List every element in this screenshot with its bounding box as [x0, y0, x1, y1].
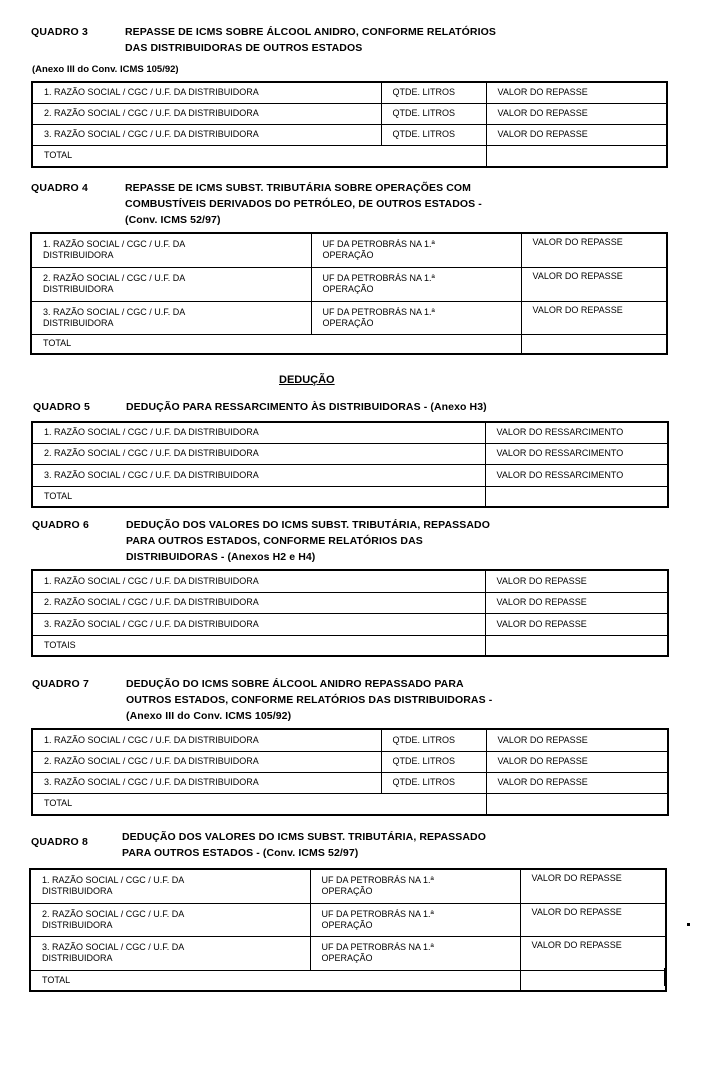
cell-total-label: TOTAL — [30, 970, 520, 991]
quadro-4-label: QUADRO 4 — [31, 182, 89, 194]
cell-total-value[interactable] — [486, 145, 667, 167]
quadro-3-table — [31, 81, 668, 168]
scan-line-mark — [664, 968, 665, 986]
cell-qtde-litros[interactable]: QTDE. LITROS — [381, 751, 486, 772]
cell-distribuidora[interactable]: 1. RAZÃO SOCIAL / CGC / U.F. DA DISTRIBUIDORA — [32, 729, 381, 751]
cell-uf-petrobras[interactable] — [311, 233, 521, 267]
table-row — [32, 772, 668, 793]
table-row — [32, 103, 667, 124]
quadro-7-title-line: DEDUÇÃO DO ICMS SOBRE ÁLCOOL ANIDRO REPASSADO PARA — [126, 678, 464, 690]
quadro-3-note: (Anexo III do Conv. ICMS 105/92) — [32, 64, 179, 75]
quadro-8-label: QUADRO 8 — [31, 836, 89, 848]
table-row — [32, 124, 667, 145]
cell-valor-repasse[interactable]: VALOR DO REPASSE — [486, 729, 668, 751]
cell-line: DISTRIBUIDORA — [42, 919, 113, 930]
cell-distribuidora[interactable] — [30, 903, 310, 936]
cell-valor-repasse[interactable]: VALOR DO REPASSE — [486, 124, 667, 145]
cell-distribuidora[interactable] — [30, 869, 310, 903]
quadro-5-label: QUADRO 5 — [33, 401, 91, 413]
cell-distribuidora[interactable] — [30, 936, 310, 970]
cell-line: 2. RAZÃO SOCIAL / CGC / U.F. DA — [42, 908, 185, 919]
cell-valor-ressarcimento[interactable]: VALOR DO RESSARCIMENTO — [485, 443, 668, 464]
cell-qtde-litros[interactable]: QTDE. LITROS — [381, 124, 486, 145]
cell-valor-repasse[interactable]: VALOR DO REPASSE — [520, 936, 666, 970]
cell-line: UF DA PETROBRÁS NA 1.ª — [321, 942, 434, 952]
quadro-7-title-line: (Anexo III do Conv. ICMS 105/92) — [126, 710, 292, 722]
cell-line: 1. RAZÃO SOCIAL / CGC / U.F. DA — [43, 239, 186, 250]
cell-line: OPERAÇÃO — [321, 953, 373, 963]
cell-line: 2. RAZÃO SOCIAL / CGC / U.F. DA — [43, 273, 186, 283]
table-row-total — [32, 793, 668, 815]
quadro-3-title — [125, 24, 496, 56]
cell-distribuidora[interactable]: 3. RAZÃO SOCIAL / CGC / U.F. DA DISTRIBUIDORA — [32, 124, 381, 145]
quadro-4-title-line: COMBUSTÍVEIS DERIVADOS DO PETRÓLEO, DE OUTROS ESTADOS - — [125, 198, 482, 210]
table-row-total — [32, 145, 667, 167]
cell-total-value[interactable] — [520, 970, 666, 991]
cell-distribuidora[interactable]: 1. RAZÃO SOCIAL / CGC / U.F. DA DISTRIBUIDORA — [32, 422, 485, 443]
cell-line: OPERAÇÃO — [322, 284, 374, 294]
cell-line: OPERAÇÃO — [321, 886, 373, 897]
quadro-4-title-line: (Conv. ICMS 52/97) — [125, 214, 221, 226]
cell-total-label: TOTAIS — [32, 635, 485, 656]
cell-valor-repasse[interactable]: VALOR DO REPASSE — [486, 82, 667, 103]
cell-valor-ressarcimento[interactable]: VALOR DO RESSARCIMENTO — [485, 464, 668, 486]
cell-line: UF DA PETROBRÁS NA 1.ª — [322, 273, 435, 283]
table-row — [30, 869, 666, 903]
quadro-7-label: QUADRO 7 — [32, 678, 90, 690]
quadro-5-title — [126, 399, 487, 415]
cell-qtde-litros[interactable]: QTDE. LITROS — [381, 772, 486, 793]
table-row — [30, 936, 666, 970]
cell-distribuidora[interactable]: 2. RAZÃO SOCIAL / CGC / U.F. DA DISTRIBUIDORA — [32, 751, 381, 772]
cell-distribuidora[interactable]: 1. RAZÃO SOCIAL / CGC / U.F. DA DISTRIBUIDORA — [32, 82, 381, 103]
cell-distribuidora[interactable] — [31, 233, 311, 267]
quadro-8-table — [29, 868, 667, 992]
cell-uf-petrobras[interactable] — [310, 869, 520, 903]
quadro-3-title-line: REPASSE DE ICMS SOBRE ÁLCOOL ANIDRO, CONFORME RELATÓRIOS — [125, 26, 496, 38]
cell-valor-repasse[interactable]: VALOR DO REPASSE — [485, 613, 668, 635]
cell-line: DISTRIBUIDORA — [43, 317, 114, 328]
cell-valor-repasse[interactable]: VALOR DO REPASSE — [485, 570, 668, 592]
quadro-5-table — [31, 421, 669, 508]
cell-total-label: TOTAL — [32, 793, 486, 815]
cell-line: OPERAÇÃO — [322, 317, 374, 328]
quadro-3-title-line: DAS DISTRIBUIDORAS DE OUTROS ESTADOS — [125, 42, 363, 54]
cell-valor-ressarcimento[interactable]: VALOR DO RESSARCIMENTO — [485, 422, 668, 443]
table-row — [31, 233, 667, 267]
cell-uf-petrobras[interactable] — [310, 903, 520, 936]
quadro-3-label: QUADRO 3 — [31, 26, 89, 38]
cell-valor-repasse[interactable]: VALOR DO REPASSE — [486, 751, 668, 772]
cell-line: UF DA PETROBRÁS NA 1.ª — [321, 908, 434, 919]
cell-line: DISTRIBUIDORA — [43, 284, 114, 294]
quadro-6-title-line: PARA OUTROS ESTADOS, CONFORME RELATÓRIOS DAS — [126, 535, 423, 547]
cell-distribuidora[interactable] — [31, 301, 311, 334]
cell-qtde-litros[interactable]: QTDE. LITROS — [381, 82, 486, 103]
cell-distribuidora[interactable]: 1. RAZÃO SOCIAL / CGC / U.F. DA DISTRIBUIDORA — [32, 570, 485, 592]
cell-qtde-litros[interactable]: QTDE. LITROS — [381, 103, 486, 124]
cell-distribuidora[interactable]: 2. RAZÃO SOCIAL / CGC / U.F. DA DISTRIBUIDORA — [32, 103, 381, 124]
table-row — [31, 267, 667, 301]
cell-total-value[interactable] — [485, 486, 668, 507]
cell-total-label: TOTAL — [32, 145, 486, 167]
cell-line: UF DA PETROBRÁS NA 1.ª — [321, 875, 434, 886]
cell-distribuidora[interactable]: 2. RAZÃO SOCIAL / CGC / U.F. DA DISTRIBUIDORA — [32, 443, 485, 464]
table-row — [32, 592, 668, 613]
cell-line: UF DA PETROBRÁS NA 1.ª — [322, 239, 435, 250]
cell-total-value[interactable] — [486, 793, 668, 815]
table-row — [32, 751, 668, 772]
table-row — [31, 301, 667, 334]
table-row — [32, 82, 667, 103]
table-row — [32, 570, 668, 592]
table-row-total — [32, 635, 668, 656]
cell-line: UF DA PETROBRÁS NA 1.ª — [322, 306, 435, 317]
cell-total-label: TOTAL — [32, 486, 485, 507]
cell-distribuidora[interactable] — [31, 267, 311, 301]
cell-line: DISTRIBUIDORA — [42, 953, 113, 963]
table-row — [32, 613, 668, 635]
table-row-total — [32, 486, 668, 507]
table-row — [32, 729, 668, 751]
cell-line: OPERAÇÃO — [322, 250, 374, 261]
table-row — [32, 464, 668, 486]
quadro-6-title — [126, 517, 490, 565]
quadro-5-title-line: DEDUÇÃO PARA RESSARCIMENTO ÀS DISTRIBUIDORAS - (Anexo H3) — [126, 401, 487, 413]
quadro-8-title-line: DEDUÇÃO DOS VALORES DO ICMS SUBST. TRIBUTÁRIA, REPASSADO — [122, 831, 486, 843]
quadro-8-title — [122, 829, 486, 861]
cell-line: 1. RAZÃO SOCIAL / CGC / U.F. DA — [42, 875, 185, 886]
table-row-total — [30, 970, 666, 991]
cell-distribuidora[interactable]: 3. RAZÃO SOCIAL / CGC / U.F. DA DISTRIBUIDORA — [32, 772, 381, 793]
cell-total-label: TOTAL — [31, 334, 521, 354]
quadro-6-title-line: DEDUÇÃO DOS VALORES DO ICMS SUBST. TRIBUTÁRIA, REPASSADO — [126, 519, 490, 531]
cell-valor-repasse[interactable]: VALOR DO REPASSE — [486, 103, 667, 124]
cell-valor-repasse[interactable]: VALOR DO REPASSE — [521, 233, 667, 267]
table-row — [32, 422, 668, 443]
cell-line: DISTRIBUIDORA — [43, 250, 114, 261]
quadro-4-title — [125, 180, 482, 228]
cell-line: 3. RAZÃO SOCIAL / CGC / U.F. DA — [42, 942, 185, 952]
quadro-7-title — [126, 676, 492, 724]
deducao-heading: DEDUÇÃO — [279, 374, 335, 386]
table-row-total — [31, 334, 667, 354]
cell-uf-petrobras[interactable] — [310, 936, 520, 970]
cell-valor-repasse[interactable]: VALOR DO REPASSE — [486, 772, 668, 793]
cell-distribuidora[interactable]: 3. RAZÃO SOCIAL / CGC / U.F. DA DISTRIBUIDORA — [32, 464, 485, 486]
cell-total-value[interactable] — [521, 334, 667, 354]
cell-total-value[interactable] — [485, 635, 668, 656]
quadro-6-label: QUADRO 6 — [32, 519, 90, 531]
cell-uf-petrobras[interactable] — [311, 301, 521, 334]
quadro-8-title-line: PARA OUTROS ESTADOS - (Conv. ICMS 52/97) — [122, 847, 359, 859]
cell-line: 3. RAZÃO SOCIAL / CGC / U.F. DA — [43, 306, 186, 317]
table-row — [32, 443, 668, 464]
quadro-4-title-line: REPASSE DE ICMS SUBST. TRIBUTÁRIA SOBRE OPERAÇÕES COM — [125, 182, 472, 194]
cell-qtde-litros[interactable]: QTDE. LITROS — [381, 729, 486, 751]
scan-speck — [687, 923, 690, 926]
cell-valor-repasse[interactable]: VALOR DO REPASSE — [521, 301, 667, 334]
cell-valor-repasse[interactable]: VALOR DO REPASSE — [485, 592, 668, 613]
quadro-7-title-line: OUTROS ESTADOS, CONFORME RELATÓRIOS DAS DISTRIBUIDORAS - — [126, 694, 493, 706]
cell-distribuidora[interactable]: 3. RAZÃO SOCIAL / CGC / U.F. DA DISTRIBUIDORA — [32, 613, 485, 635]
cell-valor-repasse[interactable]: VALOR DO REPASSE — [521, 267, 667, 301]
quadro-6-table — [31, 569, 669, 657]
cell-line: OPERAÇÃO — [321, 919, 373, 930]
quadro-4-table — [30, 232, 668, 355]
cell-distribuidora[interactable]: 2. RAZÃO SOCIAL / CGC / U.F. DA DISTRIBUIDORA — [32, 592, 485, 613]
quadro-7-table — [31, 728, 669, 816]
table-row — [30, 903, 666, 936]
cell-valor-repasse[interactable]: VALOR DO REPASSE — [520, 903, 666, 936]
cell-line: DISTRIBUIDORA — [42, 886, 113, 897]
cell-valor-repasse[interactable]: VALOR DO REPASSE — [520, 869, 666, 903]
cell-uf-petrobras[interactable] — [311, 267, 521, 301]
quadro-6-title-line: DISTRIBUIDORAS - (Anexos H2 e H4) — [126, 551, 316, 563]
